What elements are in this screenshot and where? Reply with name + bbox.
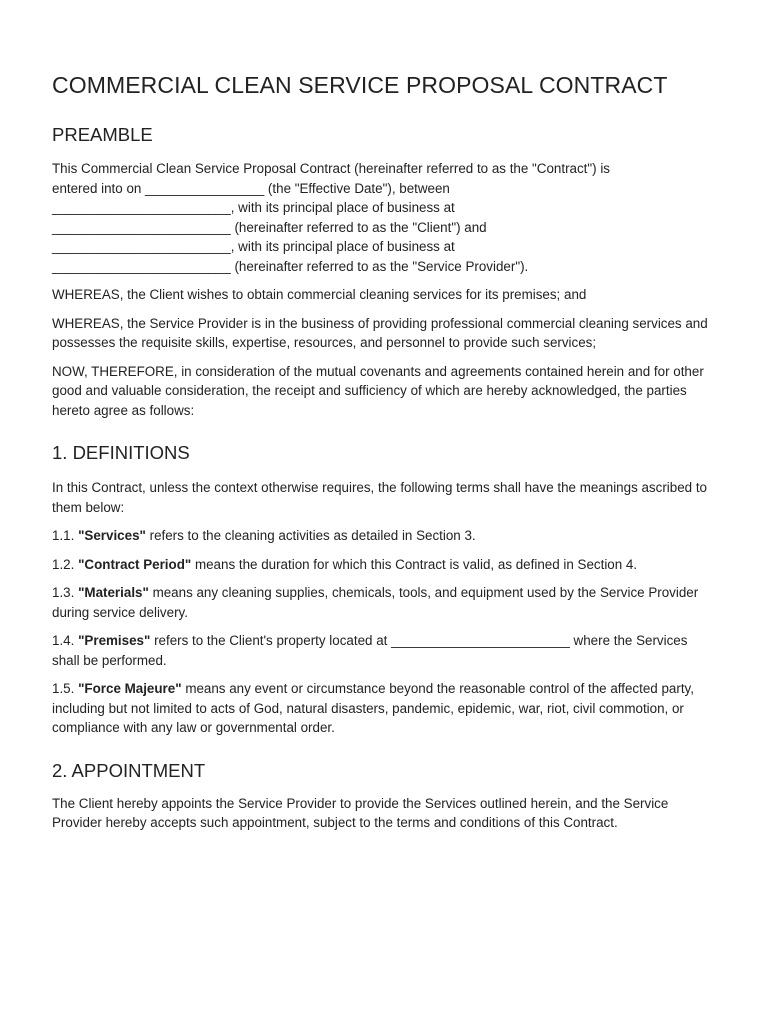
definition-item-materials [52, 583, 718, 622]
now-therefore-clause: NOW, THEREFORE, in consideration of the mutual covenants and agreements contained herein and for other good and valuable consideration, the receipt and sufficiency of which are hereby acknowledged, the parties hereto agree as follows: [52, 363, 704, 418]
preamble-intro-line: ________________________ (hereinafter referred to as the "Service Provider"). [52, 258, 529, 274]
whereas-clause-provider: WHEREAS, the Service Provider is in the business of providing professional commercial cleaning services and possesses the requisite skills, expertise, resources, and personnel to provide such services; [52, 315, 708, 350]
definition-number: 1.4. [52, 633, 75, 648]
definition-term: "Contract Period" [78, 556, 192, 572]
definition-item-force-majeure [52, 679, 718, 738]
appointment-heading: 2. APPOINTMENT [52, 759, 206, 781]
definition-text: means any cleaning supplies, chemicals, tools, and equipment used by the Service Provider during service delivery. [52, 585, 699, 620]
definition-number: 1.3. [52, 585, 75, 600]
definition-number: 1.5. [52, 681, 75, 696]
definition-text: refers to the Client's property located at ________________________ where the Services shall be performed. [52, 633, 688, 668]
preamble-intro-line: entered into on ________________ (the "Effective Date"), between [52, 180, 450, 196]
definition-item-premises [52, 631, 718, 670]
definition-number: 1.2. [52, 556, 75, 572]
definitions-intro: In this Contract, unless the context otherwise requires, the following terms shall have the meanings ascribed to them below: [52, 480, 707, 515]
definition-text: means the duration for which this Contract is valid, as defined in Section 4. [194, 556, 638, 572]
document-title: COMMERCIAL CLEAN SERVICE PROPOSAL CONTRACT [52, 72, 668, 98]
definition-term: "Services" [78, 528, 146, 543]
whereas-clause-client: WHEREAS, the Client wishes to obtain commercial cleaning services for its premises; and [52, 287, 587, 302]
appointment-paragraph: The Client hereby appoints the Service Provider to provide the Services outlined herein, and the Service Provider hereby accepts such appointment, subject to the terms and conditions of this Contract. [52, 795, 669, 830]
definition-text: refers to the cleaning activities as detailed in Section 3. [149, 528, 476, 543]
preamble-intro-line: This Commercial Clean Service Proposal Contract (hereinafter referred to as the "Contract") is [52, 161, 610, 176]
definition-item-services [52, 526, 718, 546]
definition-item-contract-period [52, 555, 718, 575]
definition-text: means any event or circumstance beyond the reasonable control of the affected party, including but not limited to acts of God, natural disasters, pandemic, epidemic, war, riot, civil commotion, or compliance with any law or governmental order. [52, 681, 694, 735]
preamble-intro-line: ________________________, with its principal place of business at [52, 200, 455, 215]
preamble-intro-line: ________________________, with its principal place of business at [52, 239, 455, 254]
preamble-intro-paragraph [52, 159, 718, 276]
document-page [52, 0, 718, 842]
definition-term: "Premises" [78, 633, 151, 648]
definitions-heading: 1. DEFINITIONS [52, 442, 190, 463]
preamble-intro-line: ________________________ (hereinafter referred to as the "Client") and [52, 219, 487, 235]
definition-term: "Materials" [78, 585, 149, 600]
preamble-heading: PREAMBLE [52, 124, 153, 145]
definition-term: "Force Majeure" [78, 681, 182, 696]
definition-number: 1.1. [52, 528, 75, 543]
